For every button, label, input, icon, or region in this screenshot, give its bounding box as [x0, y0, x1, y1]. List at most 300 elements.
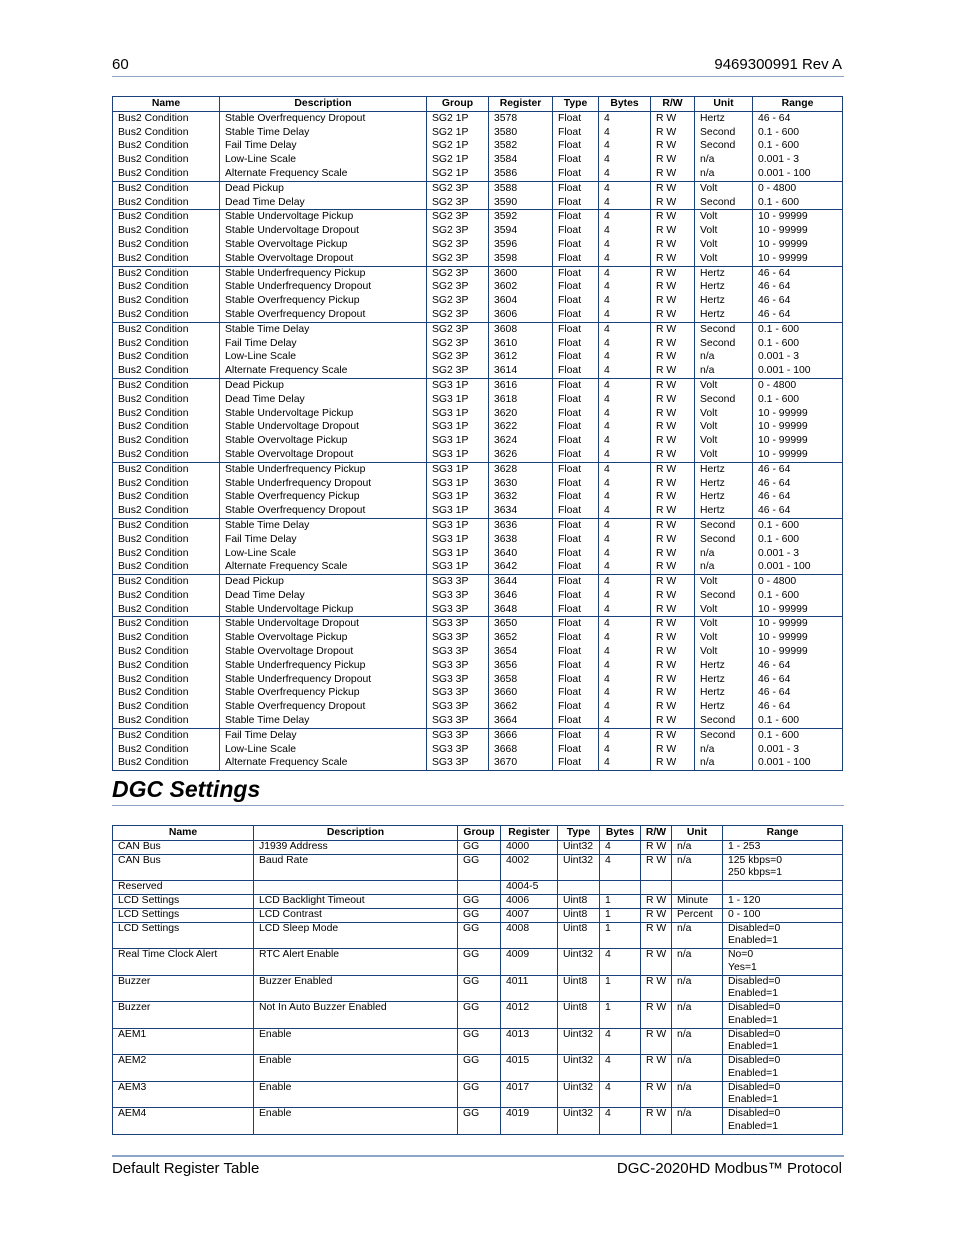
table-cell: 4	[599, 181, 651, 195]
table-cell: Bus2 Condition	[113, 434, 220, 448]
table-cell	[600, 1108, 641, 1135]
table-cell	[458, 908, 501, 922]
cell-line: 4	[605, 1055, 611, 1067]
cell-line: n/a	[677, 840, 692, 852]
cell-line: Buzzer	[118, 1002, 151, 1014]
table-cell: Bus2 Condition	[113, 756, 220, 770]
table-cell	[113, 975, 254, 1002]
table-cell: Float	[553, 378, 599, 392]
cell-line: GG	[463, 922, 480, 934]
table-cell: 4	[599, 462, 651, 476]
table-cell: Bus2 Condition	[113, 126, 220, 140]
table-row	[113, 210, 843, 224]
table-cell: 3594	[489, 224, 553, 238]
table-cell: R W	[651, 533, 695, 547]
table-cell: Bus2 Condition	[113, 181, 220, 195]
table-cell: 3666	[489, 728, 553, 742]
table-cell: R W	[651, 153, 695, 167]
table-cell: 10 - 99999	[753, 407, 843, 421]
table-cell: 4	[599, 364, 651, 378]
table-row	[113, 350, 843, 364]
table-cell	[723, 908, 843, 922]
table-row	[113, 308, 843, 322]
table-row	[113, 139, 843, 153]
cell-line: No=0	[728, 949, 754, 961]
table-cell: Stable Undervoltage Pickup	[220, 210, 427, 224]
table-cell	[600, 854, 641, 881]
table-cell	[558, 975, 600, 1002]
table-cell: Alternate Frequency Scale	[220, 364, 427, 378]
table-row	[113, 728, 843, 742]
table-cell: 0.1 - 600	[753, 714, 843, 728]
table-cell: 4	[599, 673, 651, 687]
table-cell	[723, 895, 843, 909]
table-cell: SG2 3P	[427, 196, 489, 210]
table-cell: Volt	[695, 434, 753, 448]
table-cell: 46 - 64	[753, 477, 843, 491]
table-cell: Second	[695, 337, 753, 351]
table-cell: SG3 1P	[427, 407, 489, 421]
table-cell: Bus2 Condition	[113, 111, 220, 125]
table-cell: Stable Overvoltage Pickup	[220, 631, 427, 645]
table-cell: 4	[599, 743, 651, 757]
table-cell	[723, 975, 843, 1002]
table-cell: Float	[553, 364, 599, 378]
table-cell: Second	[695, 589, 753, 603]
table-cell: Float	[553, 322, 599, 336]
cell-line: Uint8	[563, 922, 588, 934]
table-cell: n/a	[695, 756, 753, 770]
table-cell	[501, 895, 558, 909]
table-cell: Float	[553, 575, 599, 589]
table-cell	[672, 1028, 723, 1055]
table-cell: Float	[553, 645, 599, 659]
table-cell	[458, 949, 501, 976]
table-cell: 3662	[489, 700, 553, 714]
table-cell: Stable Underfrequency Dropout	[220, 673, 427, 687]
table-cell	[672, 949, 723, 976]
column-header: Range	[753, 97, 843, 112]
table-cell: 4	[599, 603, 651, 617]
table-cell: R W	[651, 252, 695, 266]
table-cell: 0.1 - 600	[753, 728, 843, 742]
table-row	[113, 949, 843, 976]
table-cell: 46 - 64	[753, 490, 843, 504]
table-row	[113, 686, 843, 700]
cell-line: 1	[605, 922, 611, 934]
table-cell: Float	[553, 337, 599, 351]
table-row	[113, 1108, 843, 1135]
table-cell: R W	[651, 617, 695, 631]
table-cell	[600, 840, 641, 854]
table-cell: 3602	[489, 280, 553, 294]
table-cell	[254, 1028, 458, 1055]
table-cell	[672, 881, 723, 895]
cell-line: 4008	[506, 922, 530, 934]
table-row	[113, 126, 843, 140]
table-row	[113, 266, 843, 280]
table-row	[113, 575, 843, 589]
cell-line: Buzzer	[118, 975, 151, 987]
table-row	[113, 1055, 843, 1082]
table-cell: Float	[553, 686, 599, 700]
table-cell	[558, 895, 600, 909]
table-cell: Stable Undervoltage Pickup	[220, 603, 427, 617]
table-cell	[458, 922, 501, 949]
cell-line: n/a	[677, 854, 692, 866]
cell-line: AEM3	[118, 1081, 147, 1093]
table-cell: Fail Time Delay	[220, 139, 427, 153]
table-cell: SG2 3P	[427, 210, 489, 224]
table-cell: R W	[651, 756, 695, 770]
table-cell: Stable Undervoltage Pickup	[220, 407, 427, 421]
table-cell	[458, 1081, 501, 1108]
table-cell: Bus2 Condition	[113, 407, 220, 421]
table-cell: 3670	[489, 756, 553, 770]
table-cell: R W	[651, 308, 695, 322]
table-cell: Bus2 Condition	[113, 167, 220, 181]
table-cell	[558, 1055, 600, 1082]
table-row	[113, 617, 843, 631]
table-cell: 4	[599, 420, 651, 434]
cell-line: 4006	[506, 895, 530, 907]
table-cell: 0.001 - 3	[753, 547, 843, 561]
table-cell	[458, 881, 501, 895]
table-cell: SG3 3P	[427, 714, 489, 728]
table-cell: Bus2 Condition	[113, 448, 220, 462]
table-cell	[600, 922, 641, 949]
column-header: R/W	[641, 826, 672, 841]
cell-line: Disabled=0	[728, 1081, 781, 1093]
cell-line: Enabled=1	[728, 935, 778, 947]
table-cell: Bus2 Condition	[113, 659, 220, 673]
cell-line: Enabled=1	[728, 1120, 778, 1132]
cell-line: 4011	[506, 975, 529, 987]
table-cell: 3590	[489, 196, 553, 210]
cell-line: 125 kbps=0	[728, 854, 783, 866]
table-cell: 3578	[489, 111, 553, 125]
table-row	[113, 547, 843, 561]
table-cell	[458, 975, 501, 1002]
table-cell: 4	[599, 294, 651, 308]
table-cell: Float	[553, 181, 599, 195]
table-cell: 0.1 - 600	[753, 533, 843, 547]
table-cell: SG3 3P	[427, 686, 489, 700]
table-cell: 0 - 4800	[753, 378, 843, 392]
table-cell: Hertz	[695, 462, 753, 476]
footer-right-text: DGC-2020HD Modbus™ Protocol	[616, 1160, 842, 1177]
table-cell: 4	[599, 631, 651, 645]
cell-line: n/a	[677, 949, 692, 961]
table-cell	[113, 908, 254, 922]
table-cell: 0.1 - 600	[753, 126, 843, 140]
table-cell: 46 - 64	[753, 266, 843, 280]
table-cell: Fail Time Delay	[220, 337, 427, 351]
table-cell: 4	[599, 518, 651, 532]
table-cell: R W	[651, 743, 695, 757]
table-cell: 3646	[489, 589, 553, 603]
table-cell: 3600	[489, 266, 553, 280]
table-cell: R W	[651, 714, 695, 728]
table-cell: 10 - 99999	[753, 448, 843, 462]
table-cell: R W	[651, 686, 695, 700]
cell-line: GG	[463, 975, 480, 987]
table-row	[113, 153, 843, 167]
table-cell: Bus2 Condition	[113, 210, 220, 224]
table-cell	[600, 1002, 641, 1029]
table-cell: Bus2 Condition	[113, 153, 220, 167]
table-cell: Hertz	[695, 280, 753, 294]
table-row	[113, 111, 843, 125]
table-cell	[113, 840, 254, 854]
cell-line: GG	[463, 895, 480, 907]
cell-line: 1	[605, 908, 611, 920]
table-cell: SG2 3P	[427, 337, 489, 351]
table-cell: Stable Overvoltage Pickup	[220, 238, 427, 252]
table-cell: Bus2 Condition	[113, 603, 220, 617]
table-cell: 0.1 - 600	[753, 322, 843, 336]
cell-line: Enabled=1	[728, 1041, 778, 1053]
cell-line: 0 - 100	[728, 908, 761, 920]
cell-line: Enabled=1	[728, 1067, 778, 1079]
table-cell: R W	[651, 126, 695, 140]
table-cell: Float	[553, 111, 599, 125]
table-cell: R W	[651, 210, 695, 224]
table-cell: 4	[599, 575, 651, 589]
cell-line: 4019	[506, 1108, 530, 1120]
table-cell: 3604	[489, 294, 553, 308]
table-cell: 46 - 64	[753, 686, 843, 700]
table-cell: 3612	[489, 350, 553, 364]
cell-line: Enable	[259, 1081, 292, 1093]
table-cell: 4	[599, 139, 651, 153]
table-cell: Bus2 Condition	[113, 547, 220, 561]
table-cell: R W	[651, 518, 695, 532]
table-cell: 3588	[489, 181, 553, 195]
table-cell: Bus2 Condition	[113, 575, 220, 589]
column-header: Register	[501, 826, 558, 841]
table-cell: R W	[651, 490, 695, 504]
table-cell: Stable Overfrequency Dropout	[220, 111, 427, 125]
table-cell: Float	[553, 153, 599, 167]
table-cell: Dead Pickup	[220, 181, 427, 195]
table-cell	[672, 922, 723, 949]
table-cell: 0.001 - 3	[753, 743, 843, 757]
table-cell: R W	[651, 700, 695, 714]
table-cell	[600, 1081, 641, 1108]
cell-line: GG	[463, 1055, 480, 1067]
table-cell: Dead Pickup	[220, 378, 427, 392]
table-cell: SG3 3P	[427, 631, 489, 645]
cell-line: GG	[463, 1028, 480, 1040]
table-cell	[558, 949, 600, 976]
table-cell	[641, 975, 672, 1002]
table-cell: Stable Underfrequency Pickup	[220, 659, 427, 673]
table-cell: Float	[553, 350, 599, 364]
table-cell	[501, 975, 558, 1002]
table-row	[113, 659, 843, 673]
table-cell: 3634	[489, 504, 553, 518]
column-header: Description	[220, 97, 427, 112]
table-cell	[641, 922, 672, 949]
table-cell: R W	[651, 434, 695, 448]
table-cell: 3608	[489, 322, 553, 336]
table-cell	[600, 949, 641, 976]
table-cell: 3622	[489, 420, 553, 434]
cell-line: Enabled=1	[728, 1094, 778, 1106]
table-cell	[501, 1002, 558, 1029]
table-cell: n/a	[695, 153, 753, 167]
table-cell: 3618	[489, 393, 553, 407]
table-cell: Bus2 Condition	[113, 139, 220, 153]
table-cell: Bus2 Condition	[113, 462, 220, 476]
cell-line: 1	[605, 975, 611, 987]
cell-line: 1	[605, 1002, 611, 1014]
table-cell	[641, 1002, 672, 1029]
table-cell: R W	[651, 659, 695, 673]
table-cell	[254, 1002, 458, 1029]
table-cell: 4	[599, 756, 651, 770]
table-cell: 0.1 - 600	[753, 196, 843, 210]
table-row	[113, 393, 843, 407]
cell-line: GG	[463, 908, 480, 920]
cell-line: LCD Settings	[118, 895, 180, 907]
table-cell: Hertz	[695, 294, 753, 308]
table-cell: Stable Overfrequency Pickup	[220, 294, 427, 308]
table-cell	[641, 949, 672, 976]
table-cell: 10 - 99999	[753, 252, 843, 266]
table-body	[113, 840, 843, 1134]
cell-line: Enable	[259, 1108, 292, 1120]
table-cell: Second	[695, 126, 753, 140]
table-cell: Bus2 Condition	[113, 337, 220, 351]
table-cell: R W	[651, 631, 695, 645]
table-cell: Float	[553, 126, 599, 140]
table-cell: Dead Pickup	[220, 575, 427, 589]
table-cell	[558, 1081, 600, 1108]
table-cell: Stable Overfrequency Pickup	[220, 490, 427, 504]
table-cell: Float	[553, 462, 599, 476]
table-cell: SG2 1P	[427, 126, 489, 140]
table-cell: Stable Overvoltage Pickup	[220, 434, 427, 448]
table-cell: 46 - 64	[753, 659, 843, 673]
table-cell: n/a	[695, 167, 753, 181]
table-cell: Bus2 Condition	[113, 280, 220, 294]
table-cell: R W	[651, 337, 695, 351]
table-cell: Alternate Frequency Scale	[220, 756, 427, 770]
table-cell: SG3 1P	[427, 560, 489, 574]
table-cell: SG3 3P	[427, 617, 489, 631]
table-cell: 4	[599, 196, 651, 210]
table-cell: 4	[599, 111, 651, 125]
table-cell: SG2 3P	[427, 364, 489, 378]
table-cell	[723, 1055, 843, 1082]
table-row	[113, 1081, 843, 1108]
table-row	[113, 294, 843, 308]
table-cell: Bus2 Condition	[113, 490, 220, 504]
table-cell: 46 - 64	[753, 462, 843, 476]
table-cell: Float	[553, 407, 599, 421]
table-row	[113, 631, 843, 645]
table-cell: 3580	[489, 126, 553, 140]
table-cell: SG3 3P	[427, 659, 489, 673]
table-cell	[641, 1081, 672, 1108]
table-cell: Volt	[695, 252, 753, 266]
table-cell: Volt	[695, 238, 753, 252]
table-cell: 46 - 64	[753, 308, 843, 322]
table-cell: R W	[651, 238, 695, 252]
table-cell: 4	[599, 350, 651, 364]
table-cell: SG3 3P	[427, 673, 489, 687]
page-footer	[112, 1160, 842, 1178]
table-cell: Bus2 Condition	[113, 393, 220, 407]
cell-line: R W	[646, 975, 667, 987]
table-cell: R W	[651, 420, 695, 434]
table-row	[113, 337, 843, 351]
table-cell	[113, 1108, 254, 1135]
table-cell: 3628	[489, 462, 553, 476]
cell-line: 4	[605, 840, 611, 852]
cell-line: Disabled=0	[728, 1108, 781, 1120]
table-header-row	[113, 826, 843, 841]
cell-line: n/a	[677, 1081, 692, 1093]
table-cell: 46 - 64	[753, 111, 843, 125]
cell-line: 4002	[506, 854, 530, 866]
cell-line: Uint32	[563, 1028, 594, 1040]
cell-line: Not In Auto Buzzer Enabled	[259, 1002, 387, 1014]
table-cell: 4	[599, 589, 651, 603]
table-cell: 4	[599, 266, 651, 280]
table-cell: Dead Time Delay	[220, 196, 427, 210]
column-header: Name	[113, 826, 254, 841]
table-row	[113, 252, 843, 266]
table-cell: 4	[599, 378, 651, 392]
table-cell: Volt	[695, 378, 753, 392]
cell-line: Uint32	[563, 1081, 594, 1093]
table-cell	[558, 1002, 600, 1029]
cell-line: J1939 Address	[259, 840, 328, 852]
table-cell: Float	[553, 504, 599, 518]
table-cell: 0.1 - 600	[753, 589, 843, 603]
table-cell	[501, 922, 558, 949]
cell-line: Disabled=0	[728, 922, 781, 934]
table-cell: R W	[651, 350, 695, 364]
table-cell	[641, 1055, 672, 1082]
column-header: Range	[723, 826, 843, 841]
table-cell: 4	[599, 337, 651, 351]
cell-line: R W	[646, 1002, 667, 1014]
cell-line: 4015	[506, 1055, 530, 1067]
table-cell: Float	[553, 196, 599, 210]
table-cell: Bus2 Condition	[113, 560, 220, 574]
cell-line: R W	[646, 1028, 667, 1040]
table-cell: Dead Time Delay	[220, 589, 427, 603]
table-cell: Bus2 Condition	[113, 477, 220, 491]
table-cell: R W	[651, 728, 695, 742]
table-cell: 4	[599, 448, 651, 462]
footer-rule	[112, 1155, 844, 1157]
table-cell: Volt	[695, 181, 753, 195]
cell-line: Enable	[259, 1028, 292, 1040]
table-cell: R W	[651, 448, 695, 462]
table-cell: SG3 1P	[427, 477, 489, 491]
table-row	[113, 922, 843, 949]
table-cell: Stable Time Delay	[220, 714, 427, 728]
table-cell: 3620	[489, 407, 553, 421]
table-row	[113, 181, 843, 195]
table-cell: 4	[599, 547, 651, 561]
table-cell: Stable Time Delay	[220, 322, 427, 336]
